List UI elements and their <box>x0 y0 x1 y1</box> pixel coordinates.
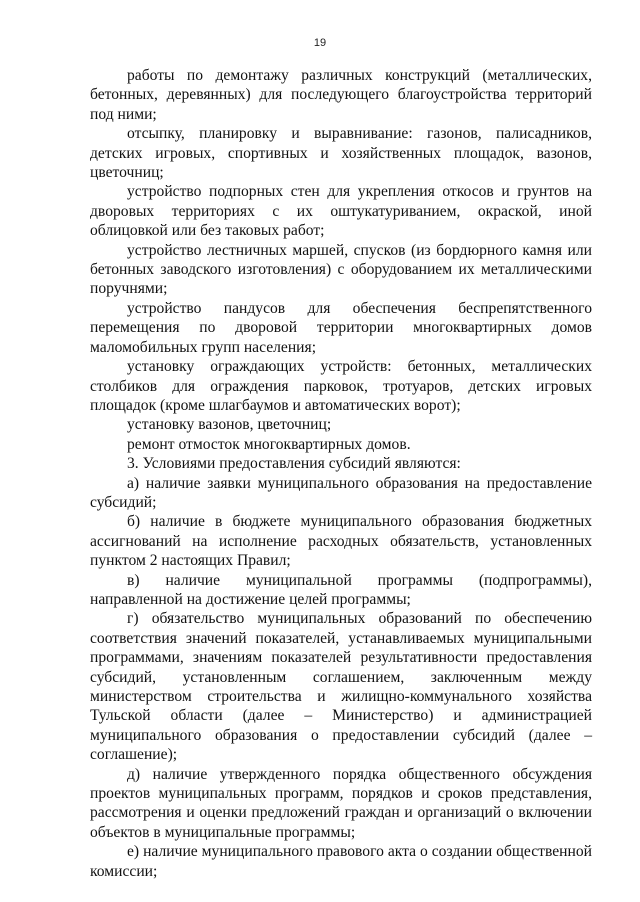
paragraph-dismantling-works: работы по демонтажу различных конструкций (металлических, бетонных, деревянных) для последующего благоустройства территорий под ними; <box>90 67 592 123</box>
paragraph-ramps: устройство пандусов для обеспечения беспрепятственного перемещения по дворовой территории многоквартирных домов маломобильных групп населения; <box>90 299 592 356</box>
paragraph-section-3-heading: 3. Условиями предоставления субсидий являются: <box>127 455 461 473</box>
paragraph-condition-g: г) обязательство муниципальных образований по обеспечению соответствия значений показателей, устанавливаемых муниципальными программами, значениям показателей результативности предоставления субсидий, установленным соглашением, заключенным между министерством строительства и жилищно-коммунального хозяйства Тульской области (далее – Министерство) и администрацией муниципального образования о предоставлении субсидий (далее – соглашение); <box>90 610 592 764</box>
paragraph-condition-d: д) наличие утвержденного порядка общественного обсуждения проектов муниципальных программ, порядков и сроков представления, рассмотрения и оценки предложений граждан и организаций о включении объектов в муниципальные программы; <box>90 765 592 841</box>
paragraph-blind-area-repair: ремонт отмосток многоквартирных домов. <box>127 435 411 453</box>
paragraph-planters: установку вазонов, цветочниц; <box>127 416 332 434</box>
paragraph-condition-v: в) наличие муниципальной программы (подпрограммы), направленной на достижение целей программы; <box>90 571 592 608</box>
paragraph-condition-e: е) наличие муниципального правового акта о создании общественной комиссии; <box>90 843 592 880</box>
paragraph-stairways: устройство лестничных маршей, спусков (из бордюрного камня или бетонных заводского изготовления) с оборудованием их металлическими поручнями; <box>90 241 592 298</box>
document-body <box>90 66 592 881</box>
paragraph-fencing-devices: установку ограждающих устройств: бетонных, металлических столбиков для ограждения парковок, тротуаров, детских игровых площадок (кроме шлагбаумов и автоматических ворот); <box>90 358 592 414</box>
page-number: 19 <box>313 37 327 49</box>
paragraph-condition-b: б) наличие в бюджете муниципального образования бюджетных ассигнований на исполнение расходных обязательств, установленных пунктом 2 настоящих Правил; <box>90 513 592 570</box>
paragraph-grading-leveling: отсыпку, планировку и выравнивание: газонов, палисадников, детских игровых, спортивных и хозяйственных площадок, вазонов, цветочниц; <box>90 125 592 182</box>
paragraph-retaining-walls: устройство подпорных стен для укрепления откосов и грунтов на дворовых территориях с их оштукатуриванием, окраской, иной облицовкой или без таковых работ; <box>90 183 592 240</box>
paragraph-condition-a: а) наличие заявки муниципального образования на предоставление субсидий; <box>90 474 592 511</box>
